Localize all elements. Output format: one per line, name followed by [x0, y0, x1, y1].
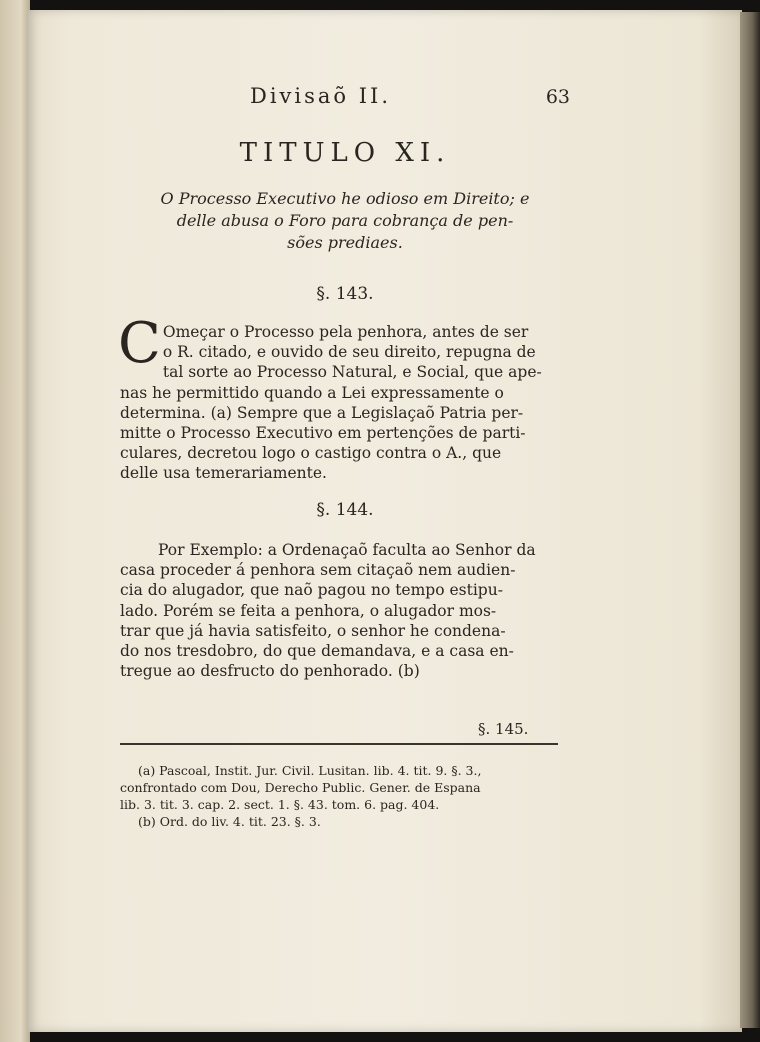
- catchword: §. 145.: [478, 720, 529, 738]
- chapter-subtitle: [110, 188, 580, 254]
- text-line: casa proceder á penhora sem citaçaõ nem audien-: [120, 561, 516, 580]
- section-mark-144: §. 144.: [316, 500, 374, 520]
- running-header: [250, 84, 570, 114]
- text-line: cia do alugador, que naõ pagou no tempo estipu-: [120, 581, 503, 600]
- text-line: tal sorte ao Processo Natural, e Social, que ape-: [162, 363, 542, 382]
- text-line: culares, decretou logo o castigo contra o A., que: [120, 444, 502, 463]
- text-line: Omeçar o Processo pela penhora, antes de ser: [162, 323, 529, 341]
- text-line: tregue ao desfructo do penhorado. (b): [120, 662, 420, 681]
- footnote-line: (a) Pascoal, Instit. Jur. Civil. Lusitan. lib. 4. tit. 9. §. 3.,: [138, 763, 482, 778]
- footnote-rule: [120, 743, 558, 745]
- footnote-line: (b) Ord. do liv. 4. tit. 23. §. 3.: [138, 814, 321, 829]
- previous-page-edge: [0, 0, 30, 1042]
- text-line: nas he permittido quando a Lei expressamente o: [120, 383, 504, 402]
- footnotes: [120, 762, 560, 830]
- section-144-text: [120, 540, 560, 681]
- page-number: 63: [545, 86, 570, 108]
- text-line: mitte o Processo Executivo em pertenções de parti-: [120, 424, 526, 443]
- text-line: determina. (a) Sempre que a Legislaçaõ Patria per-: [120, 403, 524, 422]
- subtitle-line: delle abusa o Foro para cobrança de pen-: [176, 211, 514, 230]
- text-line: do nos tresdobro, do que demandava, e a casa en-: [120, 642, 514, 661]
- subtitle-line: sões prediaes.: [287, 233, 403, 252]
- text-line: Por Exemplo: a Ordenaçaõ faculta ao Senhor da: [158, 541, 536, 559]
- text-line: o R. citado, e ouvido de seu direito, repugna de: [162, 343, 536, 362]
- section-mark-143: §. 143.: [316, 284, 374, 304]
- text-line: delle usa temerariamente.: [120, 464, 327, 483]
- text-line: lado. Porém se feita a penhora, o alugador mos-: [120, 601, 497, 620]
- page-fore-edge: [740, 12, 760, 1028]
- text-line: trar que já havia satisfeito, o senhor he condena-: [120, 621, 506, 640]
- subtitle-line: O Processo Executivo he odioso em Direito; e: [160, 189, 530, 208]
- section-143-text: [118, 311, 560, 484]
- chapter-title: TITULO XI.: [239, 138, 451, 168]
- footnote-line: confrontado com Dou, Derecho Public. Gener. de Espana: [120, 780, 481, 795]
- running-title: Divisaõ II.: [250, 84, 392, 108]
- drop-cap: C: [118, 311, 161, 376]
- footnote-line: lib. 3. tit. 3. cap. 2. sect. 1. §. 43. tom. 6. pag. 404.: [120, 797, 440, 812]
